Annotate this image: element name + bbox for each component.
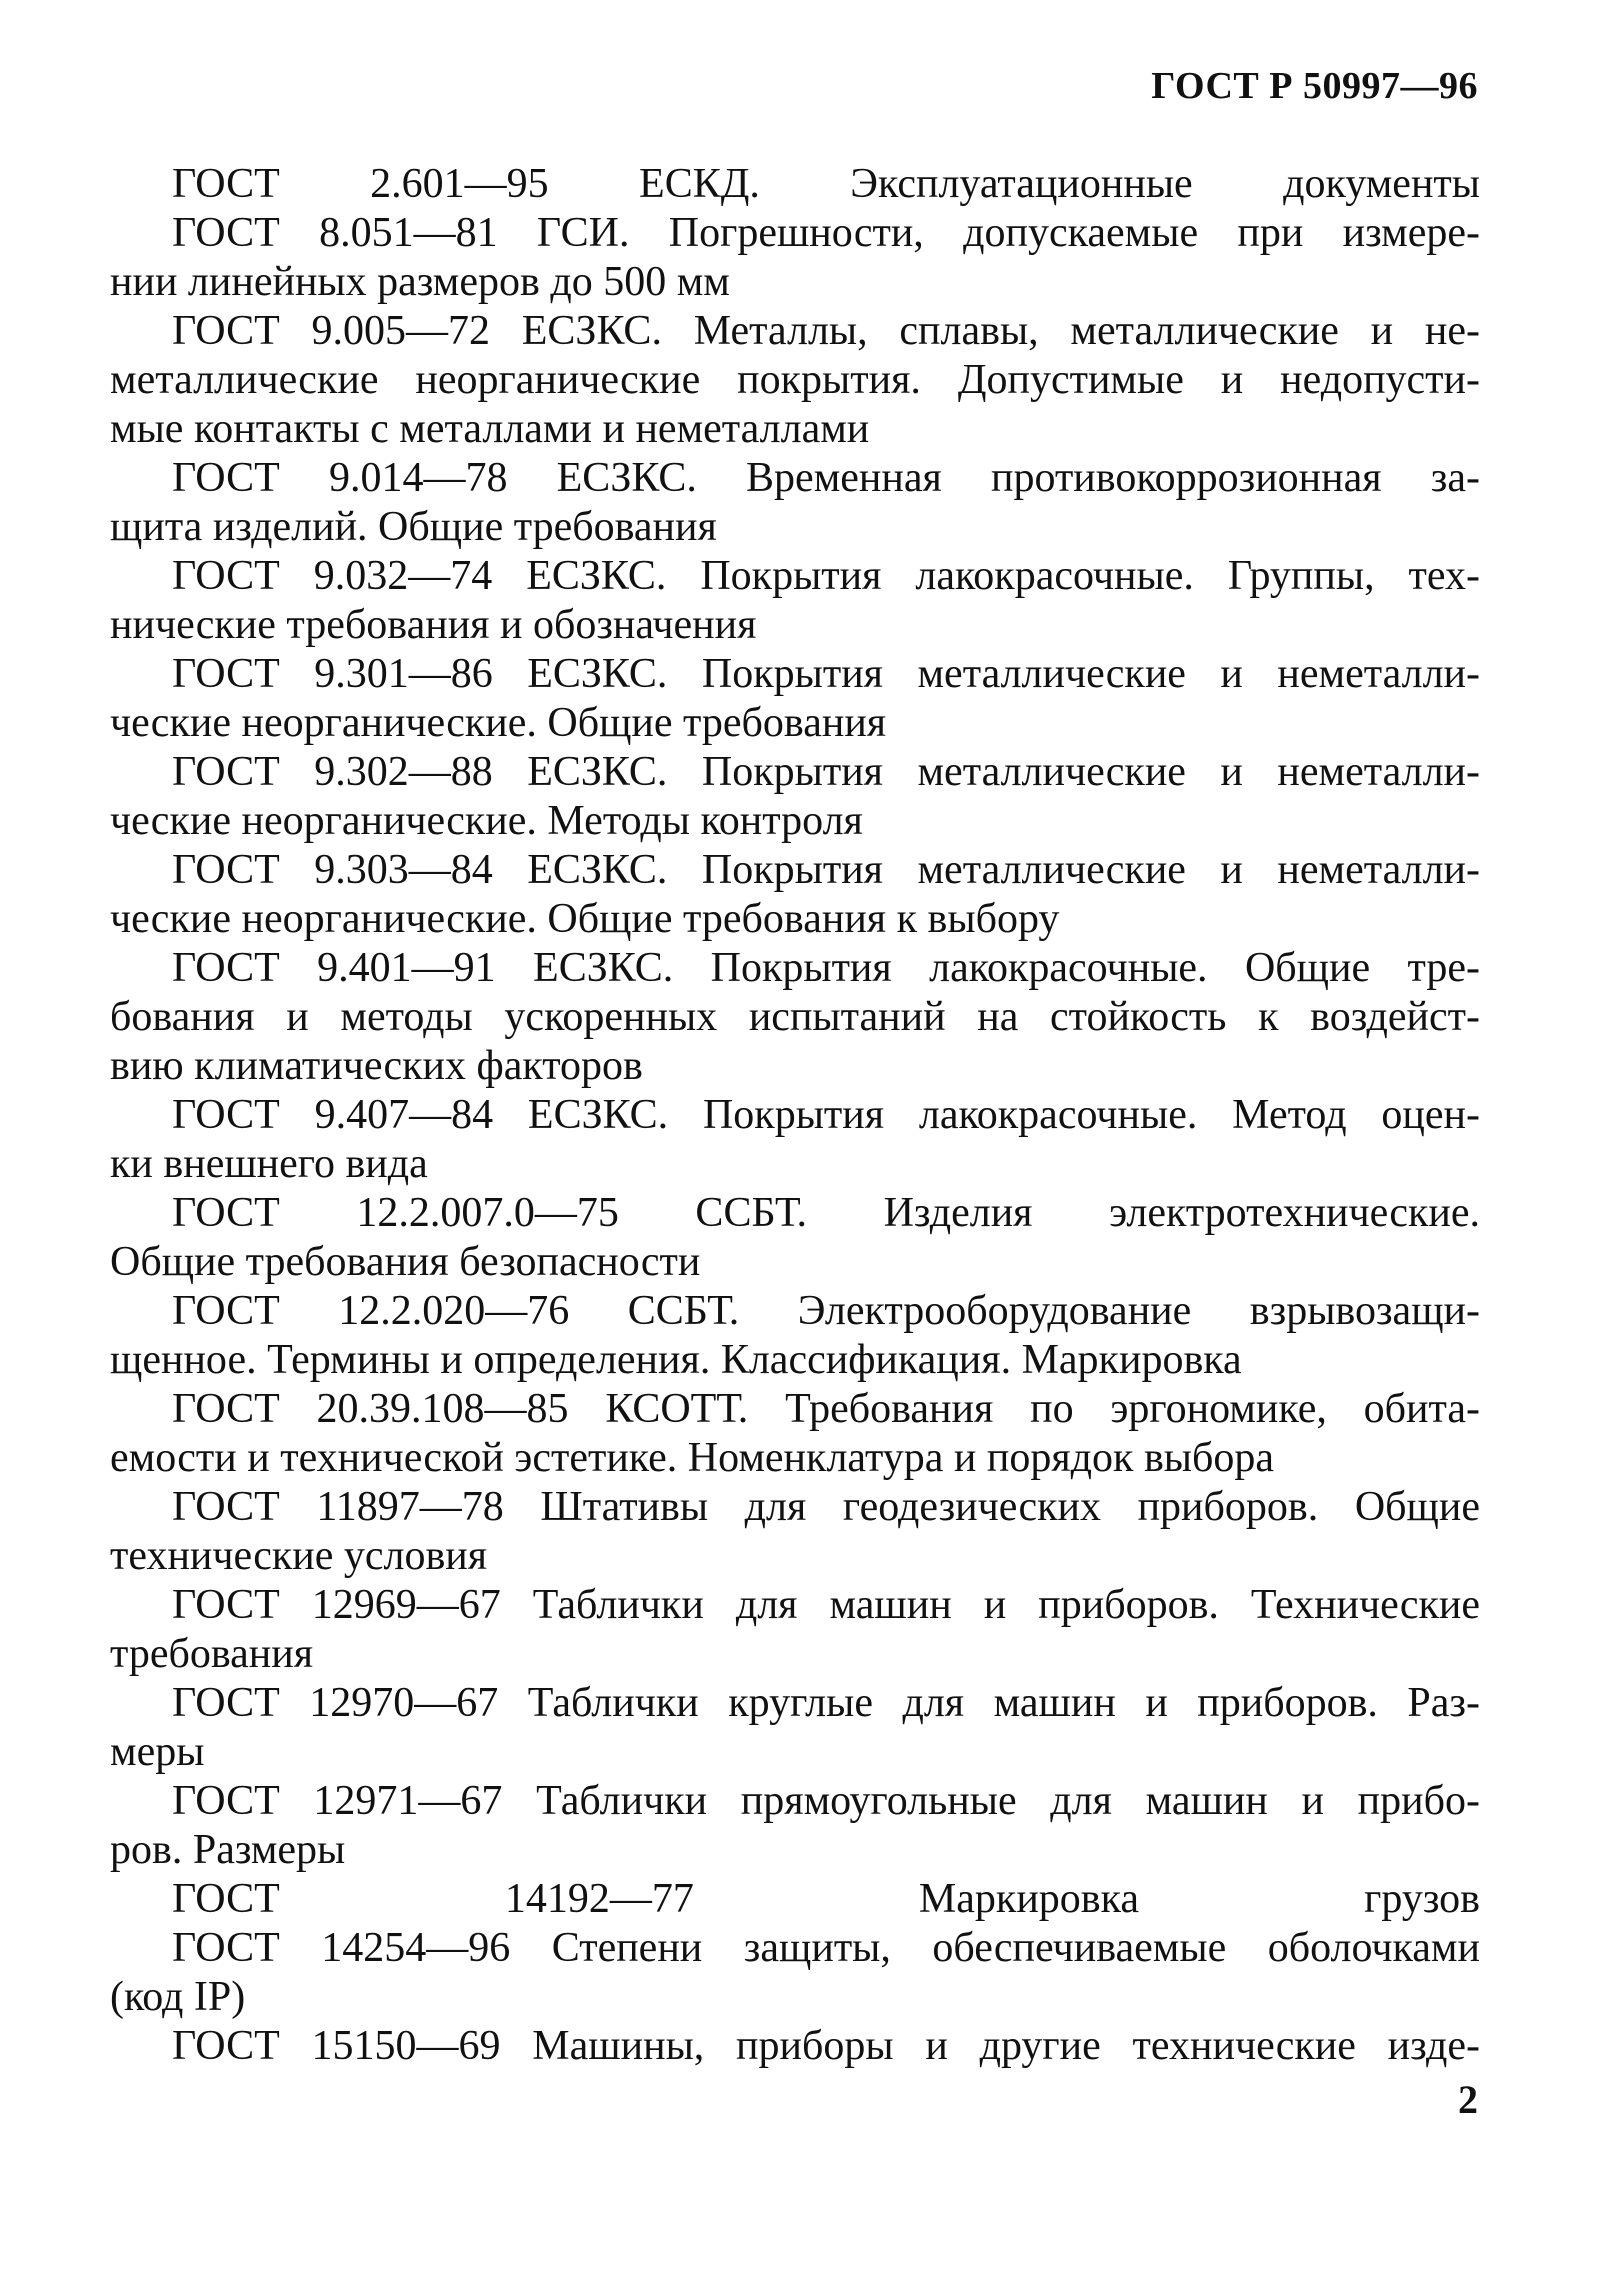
reference-line: ческие неорганические. Общие требования — [110, 700, 887, 746]
reference-line: ГОСТ 2.601—95 ЕСКД. Эксплуатационные документы — [172, 161, 1480, 207]
reference-line: нические требования и обозначения — [110, 602, 757, 648]
reference-entry — [110, 307, 1480, 454]
reference-entry — [110, 1287, 1480, 1385]
reference-line: ГОСТ 14254—96 Степени защиты, обеспечиваемые оболочками — [172, 1925, 1480, 1971]
reference-entry — [110, 209, 1480, 307]
reference-line: ГОСТ 9.301—86 ЕСЗКС. Покрытия металлические и неметалли- — [172, 651, 1480, 697]
reference-entry — [110, 552, 1480, 650]
reference-line: ГОСТ 12971—67 Таблички прямоугольные для машин и прибо- — [172, 1778, 1480, 1824]
reference-entry — [110, 2022, 1480, 2071]
reference-entry — [110, 1385, 1480, 1483]
reference-line: ки внешнего вида — [110, 1141, 428, 1187]
reference-line: (код IP) — [110, 1974, 246, 2020]
reference-line: бования и методы ускоренных испытаний на стойкость к воздейст- — [110, 994, 1480, 1040]
reference-line: мые контакты с металлами и неметаллами — [110, 406, 870, 452]
reference-line: ГОСТ 9.401—91 ЕСЗКС. Покрытия лакокрасочные. Общие тре- — [172, 945, 1480, 991]
reference-line: Общие требования безопасности — [110, 1239, 701, 1285]
reference-entry — [110, 160, 1480, 209]
reference-entry — [110, 748, 1480, 846]
reference-entry — [110, 650, 1480, 748]
reference-line: технические условия — [110, 1533, 488, 1579]
reference-line: емости и технической эстетике. Номенклатура и порядок выбора — [110, 1435, 1275, 1481]
reference-line: металлические неорганические покрытия. Допустимые и недопусти- — [110, 357, 1480, 403]
reference-entry — [110, 1483, 1480, 1581]
reference-line: меры — [110, 1729, 205, 1775]
reference-entry — [110, 846, 1480, 944]
page-number: 2 — [1458, 2077, 1478, 2122]
reference-line: вию климатических факторов — [110, 1043, 643, 1089]
reference-line: ГОСТ 9.407—84 ЕСЗКС. Покрытия лакокрасочные. Метод оцен- — [172, 1092, 1480, 1138]
reference-line: ГОСТ 12969—67 Таблички для машин и приборов. Технические — [172, 1582, 1480, 1628]
references-list — [110, 160, 1480, 2071]
reference-line: ГОСТ 9.032—74 ЕСЗКС. Покрытия лакокрасочные. Группы, тех- — [172, 553, 1480, 599]
reference-line: ГОСТ 9.014—78 ЕСЗКС. Временная противокоррозионная за- — [172, 455, 1480, 501]
reference-line: ГОСТ 20.39.108—85 КСОТТ. Требования по эргономике, обита- — [172, 1386, 1480, 1432]
reference-entry — [110, 1091, 1480, 1189]
reference-line: ГОСТ 9.303—84 ЕСЗКС. Покрытия металлические и неметалли- — [172, 847, 1480, 893]
reference-line: ческие неорганические. Общие требования к выбору — [110, 896, 1060, 942]
reference-entry — [110, 1189, 1480, 1287]
reference-line: ГОСТ 9.005—72 ЕСЗКС. Металлы, сплавы, металлические и не- — [172, 308, 1480, 354]
reference-line: ГОСТ 15150—69 Машины, приборы и другие технические изде- — [172, 2023, 1480, 2069]
reference-entry — [110, 1581, 1480, 1679]
reference-entry — [110, 454, 1480, 552]
document-header-title: ГОСТ Р 50997—96 — [1151, 65, 1478, 107]
reference-line: требования — [110, 1631, 314, 1677]
reference-line: ГОСТ 8.051—81 ГСИ. Погрешности, допускаемые при измере- — [172, 210, 1480, 256]
reference-entry — [110, 1875, 1480, 1924]
reference-line: ГОСТ 12.2.020—76 ССБТ. Электрооборудование взрывозащи- — [172, 1288, 1480, 1334]
reference-entry — [110, 1679, 1480, 1777]
reference-line: ГОСТ 11897—78 Штативы для геодезических приборов. Общие — [172, 1484, 1480, 1530]
reference-entry — [110, 1777, 1480, 1875]
reference-line: ГОСТ 12970—67 Таблички круглые для машин и приборов. Раз- — [172, 1680, 1480, 1726]
reference-line: ГОСТ 9.302—88 ЕСЗКС. Покрытия металлические и неметалли- — [172, 749, 1480, 795]
reference-entry — [110, 944, 1480, 1091]
reference-line: ческие неорганические. Методы контроля — [110, 798, 863, 844]
reference-line: щита изделий. Общие требования — [110, 504, 717, 550]
reference-entry — [110, 1924, 1480, 2022]
reference-line: ГОСТ 14192—77 Маркировка грузов — [172, 1876, 1480, 1922]
reference-line: ГОСТ 12.2.007.0—75 ССБТ. Изделия электротехнические. — [172, 1190, 1480, 1236]
reference-line: ров. Размеры — [110, 1827, 346, 1873]
reference-line: нии линейных размеров до 500 мм — [110, 259, 730, 305]
reference-line: щенное. Термины и определения. Классификация. Маркировка — [110, 1337, 1242, 1383]
